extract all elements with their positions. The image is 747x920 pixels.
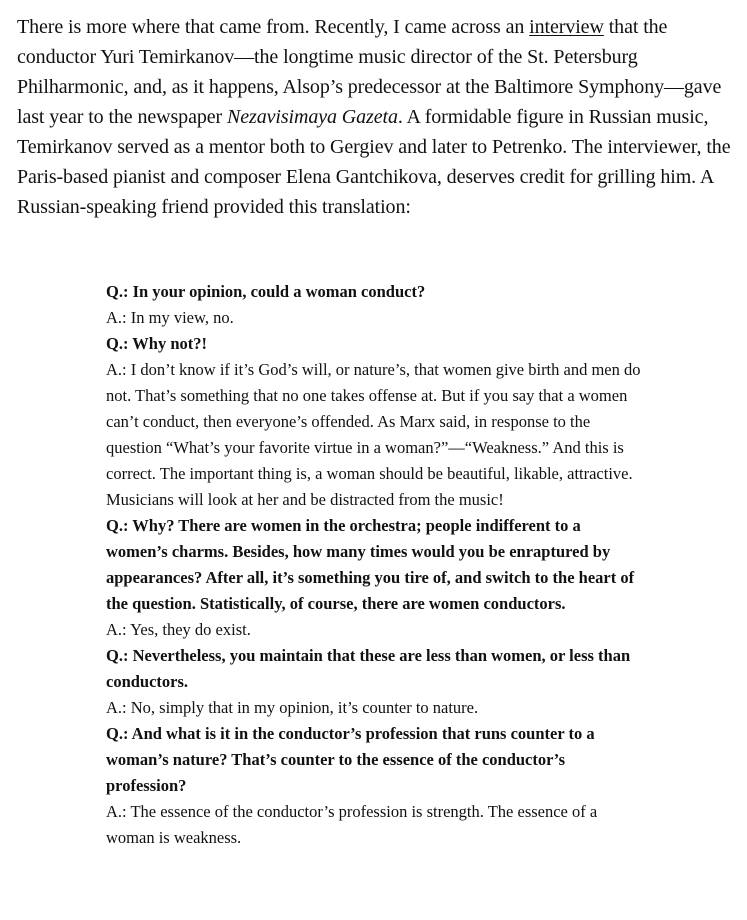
intro-text-start: There is more where that came from. Recently, I came across an: [17, 16, 530, 38]
answer-line: A.: In my view, no.: [106, 308, 234, 327]
question-line: Q.: Why not?!: [106, 334, 207, 353]
interview-link[interactable]: interview: [529, 16, 604, 38]
intro-text-middle: that the conductor Yuri Temirkanov—the longtime music director of the St. Petersburg Philharmonic, and, as it happens, Alsop’s predecessor at the Baltimore Symphony—gave last year to the newspaper: [17, 16, 722, 128]
publication-name: Nezavisimaya Gazeta: [227, 106, 398, 128]
intro-text-end: . A formidable figure in Russian music, Temirkanov served as a mentor both to Gergiev and later to Petrenko. The interviewer, the Paris-based pianist and composer Elena Gantchikova, deserves credit for grilling him. A Russian-speaking friend provided this translation:: [17, 106, 731, 218]
article-body: [17, 12, 733, 222]
interview-transcript: [106, 279, 646, 851]
answer-line: A.: No, simply that in my opinion, it’s counter to nature.: [106, 698, 479, 717]
question-line: Q.: In your opinion, could a woman conduct?: [106, 282, 426, 301]
question-line: Q.: And what is it in the conductor’s profession that runs counter to a woman’s nature? That’s counter to the essence of the conductor’s profession?: [106, 724, 595, 795]
answer-line: A.: I don’t know if it’s God’s will, or nature’s, that women give birth and men do not. That’s something that no one takes offense at. But if you say that a women can’t conduct, then everyone’s offended. As Marx said, in response to the question “What’s your favorite virtue in a woman?”—“Weakness.” And this is correct. The important thing is, a woman should be beautiful, likable, attractive. Musicians will look at her and be distracted from the music!: [106, 360, 641, 509]
intro-paragraph: [17, 12, 733, 222]
answer-line: A.: The essence of the conductor’s profession is strength. The essence of a woman is weakness.: [106, 802, 598, 847]
question-line: Q.: Nevertheless, you maintain that these are less than women, or less than conductors.: [106, 646, 631, 691]
answer-line: A.: Yes, they do exist.: [106, 620, 251, 639]
question-line: Q.: Why? There are women in the orchestra; people indifferent to a women’s charms. Besides, how many times would you be enraptured by appearances? After all, it’s something you tire of, and switch to the heart of the question. Statistically, of course, there are women conductors.: [106, 516, 635, 613]
